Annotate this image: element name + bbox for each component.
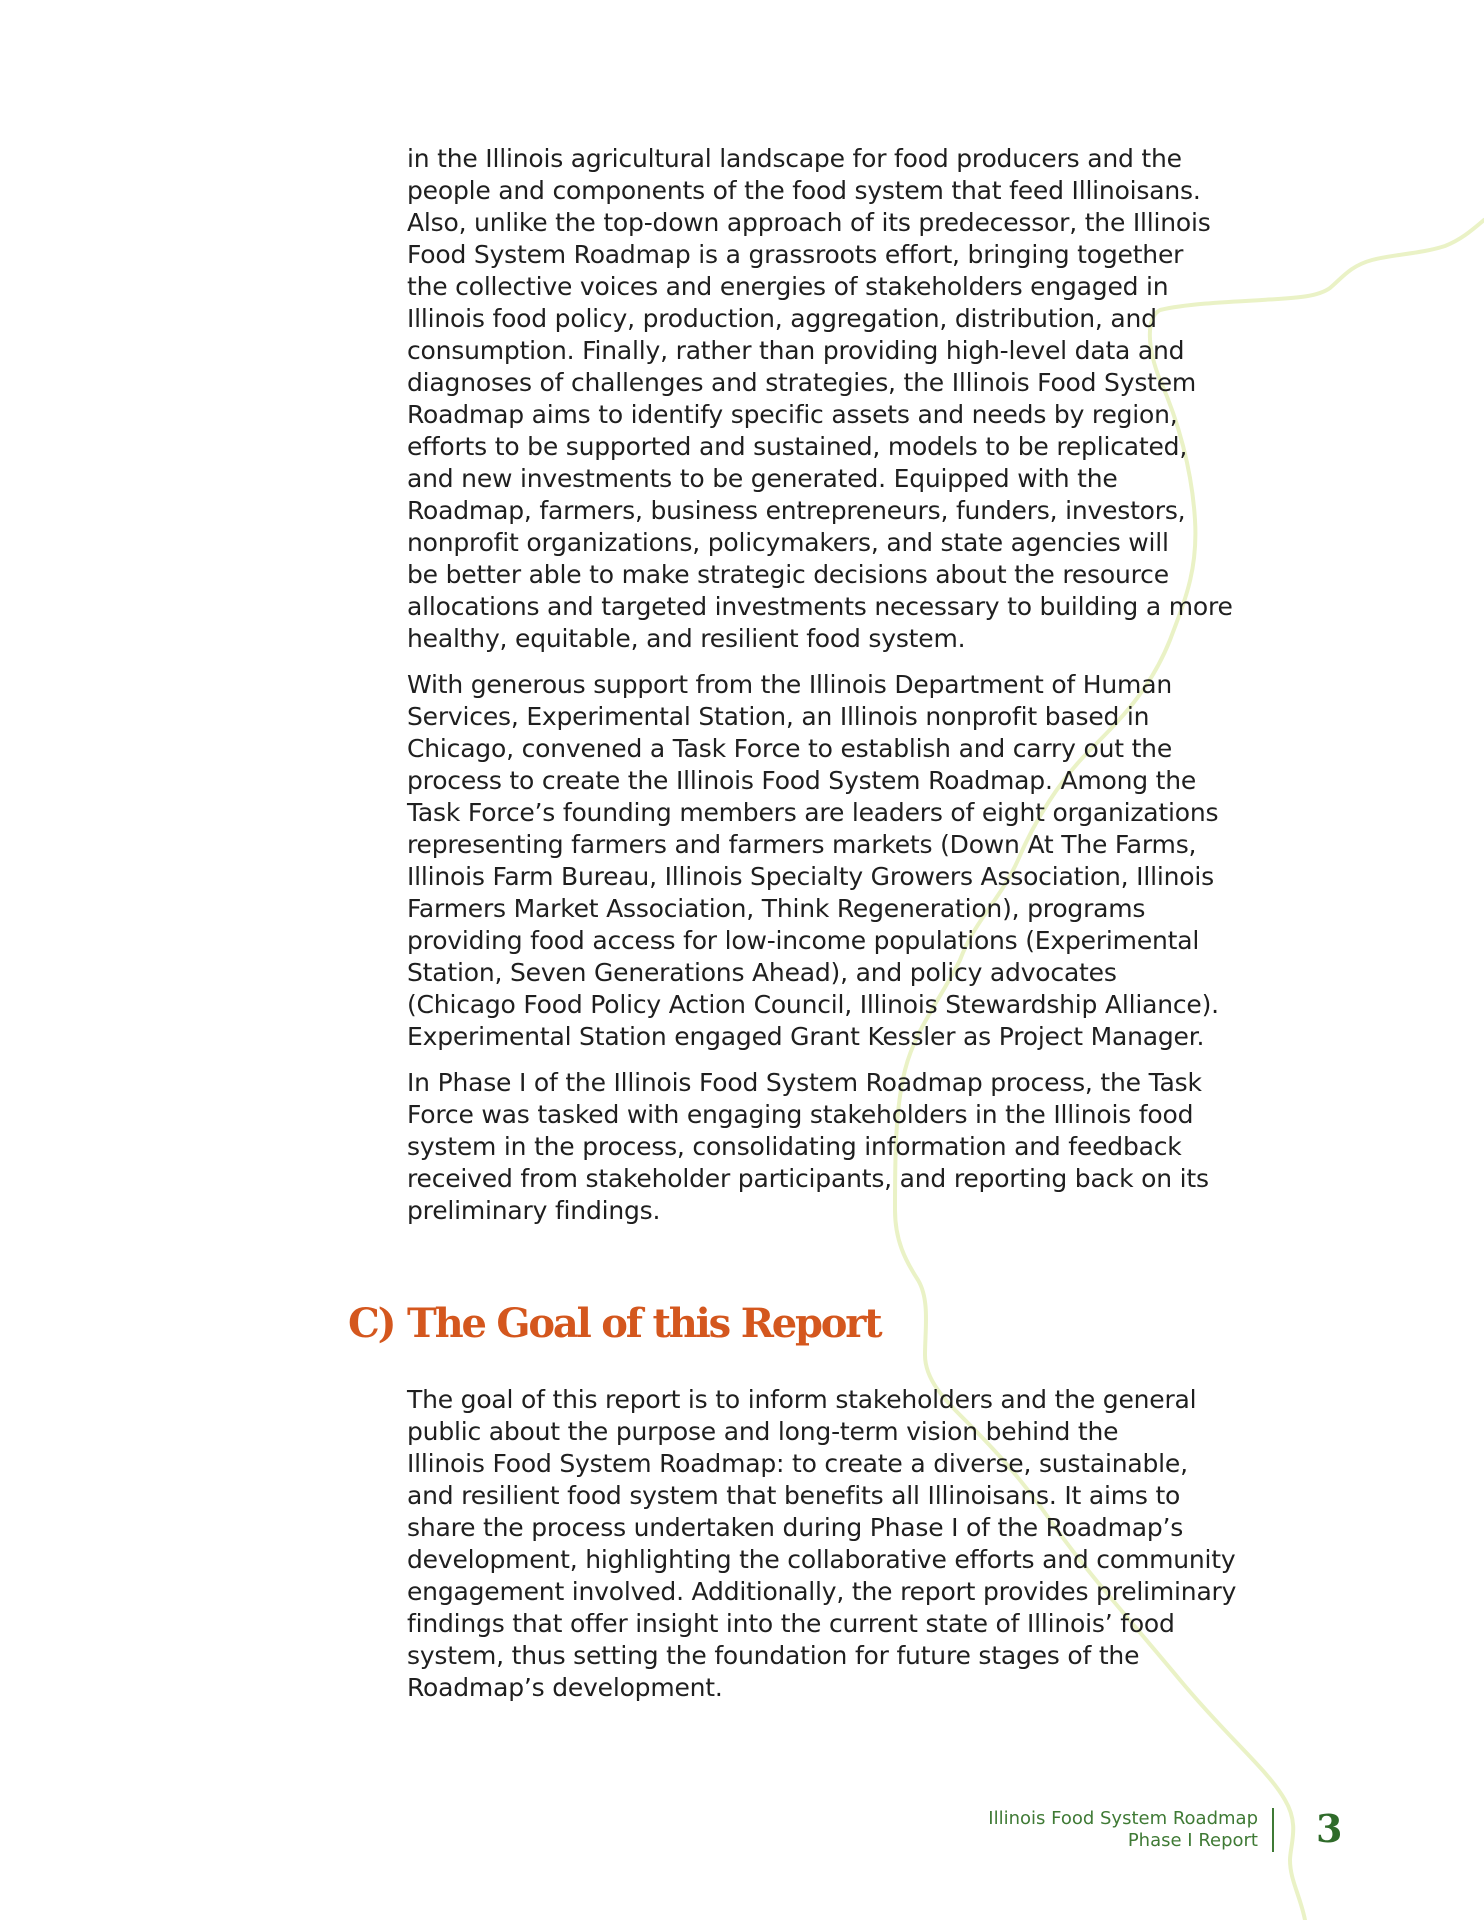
page-number: 3 [1316,1806,1343,1851]
section-heading [348,1300,880,1347]
body-text [407,143,1239,1241]
goal-paragraph: The goal of this report is to inform stakeholders and the general public about the purpose and long-term vision behind the Illinois Food System Roadmap: to create a diverse, sustainable, and resilient food system that benefits all Illinoisans. It aims to share the process undertaken during Phase I of the Roadmap’s development, highlighting the collaborative efforts and community engagement involved. Additionally, the report provides preliminary findings that offer insight into the current state of Illinois’ food system, thus setting the foundation for future stages of the Roadmap’s development. [407,1385,1237,1702]
section-letter: C) [348,1300,395,1347]
section-title: The Goal of this Report [407,1300,881,1347]
footer-line-1: Illinois Food System Roadmap [988,1808,1258,1829]
footer-title [988,1808,1258,1852]
footer-line-2: Phase I Report [1127,1830,1258,1851]
body-paragraph-2: With generous support from the Illinois Department of Human Services, Experimental Station, an Illinois nonprofit based in Chicago, convened a Task Force to establish and carry out the process to create the Illinois Food System Roadmap. Among the Task Force’s founding members are leaders of eight organizations representing farmers and farmers markets (Down At The Farms, Illinois Farm Bureau, Illinois Specialty Growers Association, Illinois Farmers Market Association, Think Regeneration), programs providing food access for low-income populations (Experimental Station, Seven Generations Ahead), and policy advocates (Chicago Food Policy Action Council, Illinois Stewardship Alliance). Experimental Station engaged Grant Kessler as Project Manager. [407,670,1219,1051]
goal-section-text [407,1384,1239,1718]
body-paragraph-3: In Phase I of the Illinois Food System Roadmap process, the Task Force was tasked with engaging stakeholders in the Illinois food system in the process, consolidating information and feedback received from stakeholder participants, and reporting back on its preliminary findings. [407,1068,1209,1225]
footer-divider [1272,1808,1274,1852]
body-paragraph-1: in the Illinois agricultural landscape for food producers and the people and components of the food system that feed Illinoisans. Also, unlike the top-down approach of its predecessor, the Illinois Food System Roadmap is a grassroots effort, bringing together the collective voices and energies of stakeholders engaged in Illinois food policy, production, aggregation, distribution, and consumption. Finally, rather than providing high-level data and diagnoses of challenges and strategies, the Illinois Food System Roadmap aims to identify specific assets and needs by region, efforts to be supported and sustained, models to be replicated, and new investments to be generated. Equipped with the Roadmap, farmers, business entrepreneurs, funders, investors, nonprofit organizations, policymakers, and state agencies will be better able to make strategic decisions about the resource allocations and targeted investments necessary to building a more healthy, equitable, and resilient food system. [407,144,1233,653]
